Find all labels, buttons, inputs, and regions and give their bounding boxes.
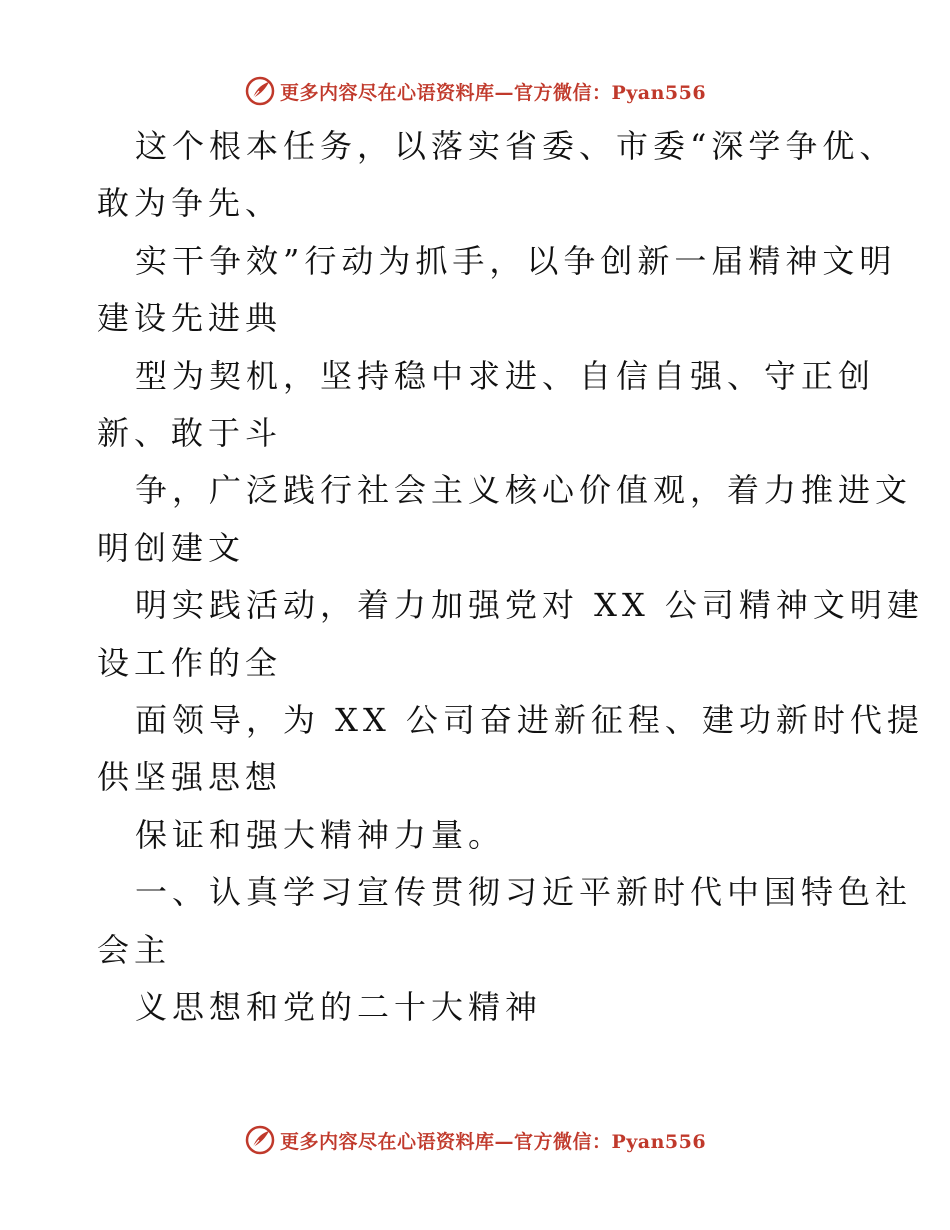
document-body	[97, 118, 924, 1037]
feather-quill-badge-icon	[244, 1124, 276, 1156]
body-line: 供坚强思想	[97, 758, 283, 797]
body-line: 型为契机，坚持稳中求进、自信自强、守正创	[135, 356, 876, 395]
section-heading-line: 会主	[97, 930, 172, 969]
header-watermark	[0, 74, 950, 108]
body-line: 设工作的全	[97, 643, 283, 682]
body-line: 这个根本任务，以落实省委、市委“深学争优、	[135, 127, 897, 165]
body-line: 明实践活动，着力加强党对 XX 公司精神文明建	[135, 586, 924, 625]
section-heading-line: 一、认真学习宣传贯彻习近平新时代中国特色社	[135, 873, 913, 912]
footer-watermark-text: 更多内容尽在心语资料库—官方微信：Pyan556	[279, 1130, 707, 1153]
body-line: 新、敢于斗	[97, 414, 283, 453]
body-line: 实干争效”行动为抓手，以争创新一届精神文明	[135, 241, 897, 280]
body-line: 敢为争先、	[97, 184, 283, 223]
body-line: 面领导，为 XX 公司奋进新征程、建功新时代提	[135, 701, 924, 740]
body-line: 争，广泛践行社会主义核心价值观，着力推进文	[135, 471, 913, 510]
header-watermark-text: 更多内容尽在心语资料库—官方微信：Pyan556	[279, 81, 707, 104]
section-heading-line: 义思想和党的二十大精神	[135, 988, 543, 1027]
body-line: 保证和强大精神力量。	[135, 815, 506, 854]
body-line: 建设先进典	[97, 299, 283, 338]
footer-watermark	[0, 1123, 950, 1157]
feather-quill-badge-icon	[244, 75, 276, 107]
body-line: 明创建文	[97, 528, 246, 567]
